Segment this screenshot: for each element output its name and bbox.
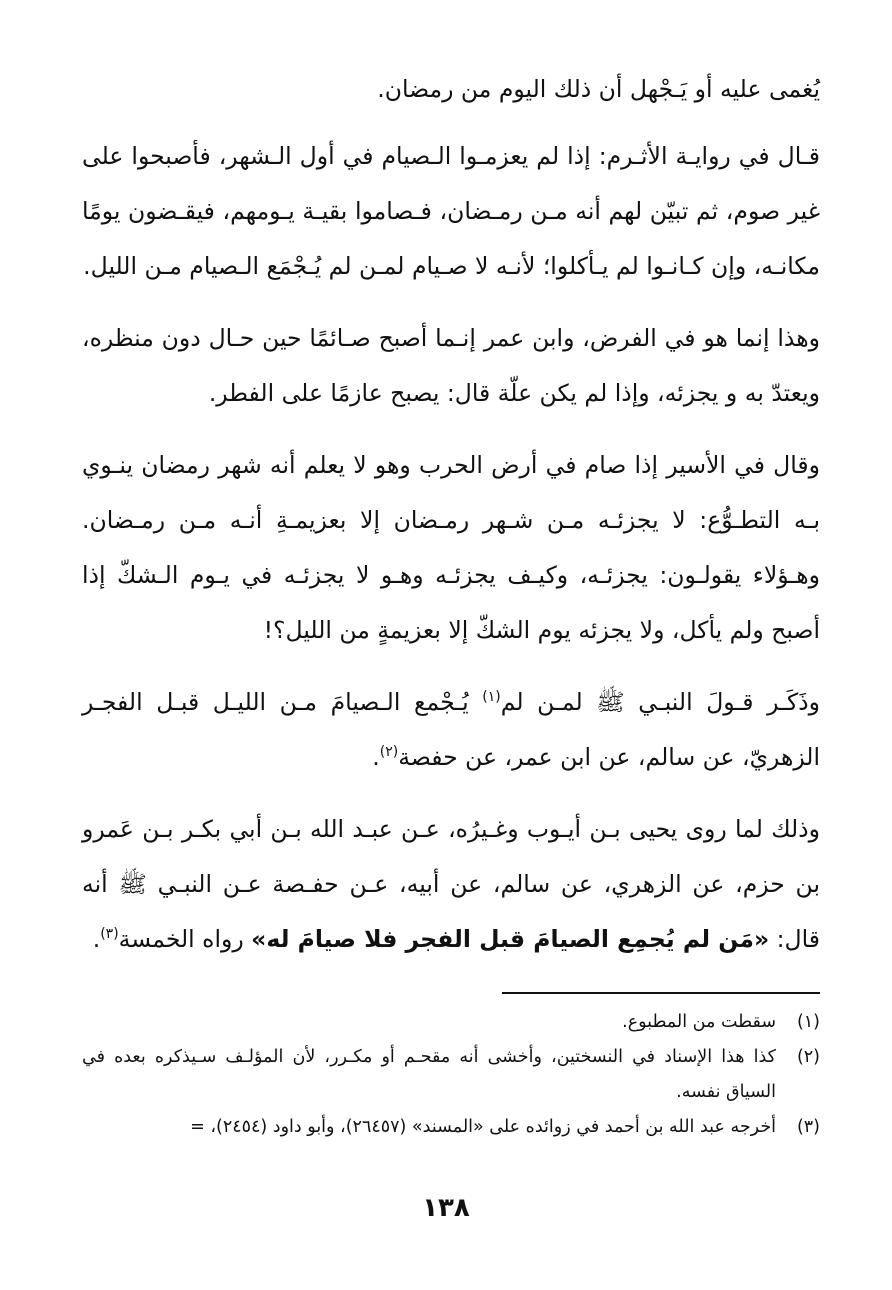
paragraph-3-text: وهذا إنما هو في الفرض، وابن عمر إنـما أصبح صـائمًا حين حـال دون منظره، ويعتدّ به و يجزئه، وإذا لم يكن علّة قال: يصبح عازمًا على الفطر. bbox=[82, 324, 820, 407]
paragraph-1 bbox=[82, 62, 820, 117]
footnote-3 bbox=[82, 1110, 820, 1145]
footnote-2-number: (٢) bbox=[796, 1047, 820, 1067]
page-number: ١٣٨ bbox=[422, 1193, 470, 1223]
paragraph-6-end: . bbox=[92, 925, 101, 953]
paragraph-2-text: قـال في روايـة الأثـرم: إذا لم يعزمـوا الـصيام في أول الـشهر، فأصبحوا على غير صوم، ثم تبيّن لهم أنه مـن رمـضان، فـصاموا بقيـة يـومهم، فيقـضون يومًا مكانـه، وإن كـانـوا لم يـأكلوا؛ لأنـه لا صـيام لمـن لم يُـجْمَع الـصيام مـن الليل. bbox=[82, 142, 820, 280]
footnote-2-text: كذا هذا الإسناد في النسختين، وأخشى أنه مقحـم أو مكـرر، لأن المؤلـف سـيذكره بعده في السياق نفسه. bbox=[82, 1047, 776, 1102]
paragraph-2 bbox=[82, 129, 820, 294]
paragraph-4 bbox=[82, 438, 820, 658]
paragraph-6 bbox=[82, 802, 820, 967]
footnote-3-number: (٣) bbox=[796, 1117, 820, 1137]
footnote-ref-2[interactable]: (٢) bbox=[379, 744, 399, 761]
main-text bbox=[82, 62, 820, 984]
footnote-3-text: أخرجه عبد الله بن أحمد في زوائده على «المسند» (٢٦٤٥٧)، وأبو داود (٢٤٥٤)، = bbox=[190, 1117, 776, 1137]
paragraph-6-text-a: وذلك لما روى يحيى بـن أيـوب وغـيرُه، عـن عبـد الله بـن أبي بكـر بـن عَمرو بن حزم، عن الزهري، عن سالم، عن أبيه، عـن حفـصة عـن النبـي ﷺ أنه قال: bbox=[82, 815, 820, 953]
paragraph-4-text: وقال في الأسير إذا صام في أرض الحرب وهو لا يعلم أنه شهر رمضان ينـوي بـه التطـوُّع: لا يجزئـه مـن شـهر رمـضان إلا بعزيمـةِ أنـه مـن رمـضان. وهـؤلاء يقولـون: يجزئـه، وكيـف يجزئـه وهـو لا يجزئـه في يـوم الـشكّ إذا أصبح ولم يأكل، ولا يجزئه يوم الشكّ إلا بعزيمةٍ من الليل؟! bbox=[82, 451, 820, 644]
paragraph-5-text-b: يُـجْمع الـصيامَ مـن الليـل قبـل الفجـر الزهريّ، عن سالم، عن ابن عمر، عن حفصة bbox=[82, 688, 820, 771]
paragraph-5-text-a: وذَكَـر قـولَ النبـي ﷺ لمـن لم bbox=[500, 688, 820, 716]
paragraph-1-text: يُغمى عليه أو يَـجْهل أن ذلك اليوم من رمضان. bbox=[377, 75, 820, 103]
footnotes bbox=[82, 1005, 820, 1145]
footnote-2 bbox=[82, 1040, 820, 1110]
footnote-1 bbox=[82, 1005, 820, 1040]
paragraph-5 bbox=[82, 675, 820, 785]
paragraph-3 bbox=[82, 311, 820, 421]
footnote-1-text: سقطت من المطبوع. bbox=[622, 1012, 776, 1032]
footnote-separator bbox=[502, 992, 820, 994]
footnote-1-number: (١) bbox=[796, 1012, 820, 1032]
footnote-ref-3[interactable]: (٣) bbox=[100, 926, 119, 943]
footnote-ref-1[interactable]: (١) bbox=[482, 689, 501, 706]
hadith-quote: «مَن لم يُجمِع الصيامَ قبل الفجر فلا صيامَ له» bbox=[251, 925, 770, 953]
paragraph-6-text-b: رواه الخمسة bbox=[118, 925, 252, 953]
paragraph-5-end: . bbox=[372, 743, 380, 771]
